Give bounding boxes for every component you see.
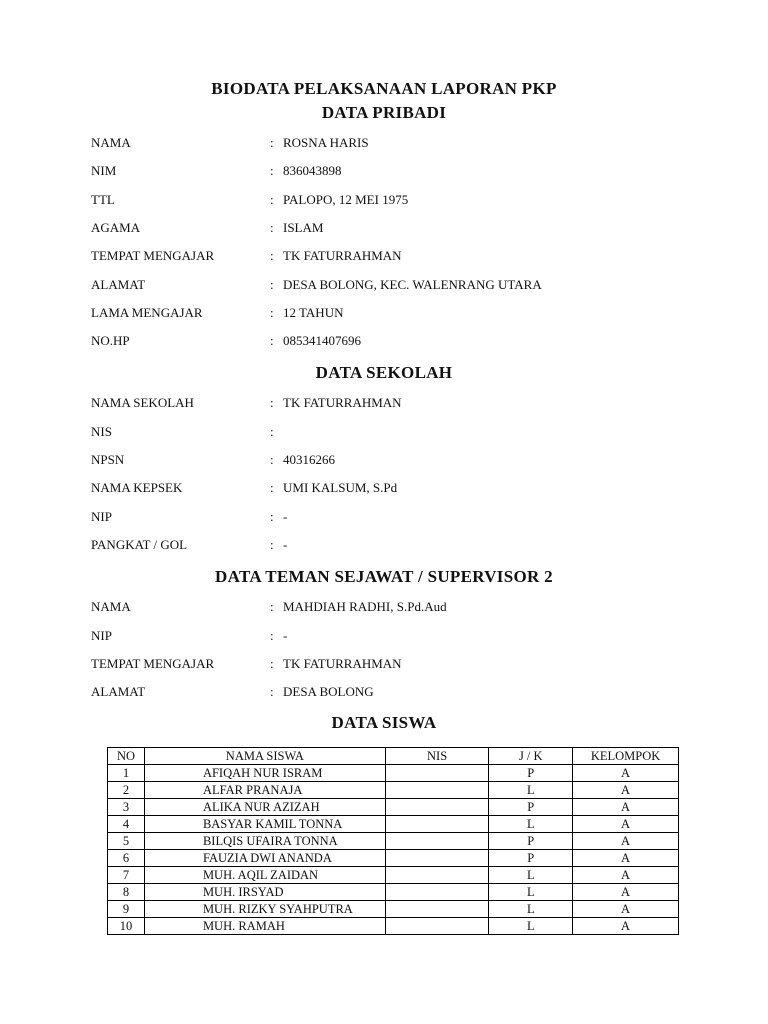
cell-kelompok: A [573, 765, 679, 782]
cell-nama: MUH. RIZKY SYAHPUTRA [144, 901, 385, 918]
field-row-nip [0, 509, 768, 529]
table-header-row [108, 748, 679, 765]
cell-nis [385, 765, 489, 782]
field-colon: : [270, 684, 274, 699]
cell-nama: BASYAR KAMIL TONNA [144, 816, 385, 833]
cell-kelompok: A [573, 867, 679, 884]
cell-nis [385, 884, 489, 901]
cell-jk: P [489, 799, 573, 816]
cell-nis [385, 782, 489, 799]
field-colon: : [270, 656, 274, 671]
cell-no: 7 [108, 867, 145, 884]
field-value: 836043898 [283, 163, 342, 178]
field-label: NAMA [91, 135, 131, 150]
field-label: NIP [91, 628, 112, 643]
cell-nis [385, 799, 489, 816]
cell-nama: MUH. RAMAH [144, 918, 385, 935]
field-value: TK FATURRAHMAN [283, 248, 402, 263]
field-label: TEMPAT MENGAJAR [91, 248, 215, 263]
section-heading-data-sekolah: DATA SEKOLAH [315, 363, 453, 382]
table-row [108, 782, 679, 799]
field-value: 085341407696 [283, 333, 361, 348]
field-row-teman-nip [0, 628, 768, 648]
field-value: 40316266 [283, 452, 335, 467]
column-header-jk: J / K [489, 748, 573, 765]
column-header-kelompok: KELOMPOK [573, 748, 679, 765]
cell-kelompok: A [573, 816, 679, 833]
field-label: NO.HP [91, 333, 130, 348]
cell-no: 6 [108, 850, 145, 867]
cell-nama: MUH. AQIL ZAIDAN [144, 867, 385, 884]
field-row-teman-alamat [0, 684, 768, 704]
field-colon: : [270, 537, 274, 552]
cell-no: 3 [108, 799, 145, 816]
cell-nis [385, 816, 489, 833]
field-value: - [283, 509, 288, 524]
field-colon: : [270, 277, 274, 292]
cell-jk: L [489, 901, 573, 918]
section-heading-data-teman-sejawat: DATA TEMAN SEJAWAT / SUPERVISOR 2 [215, 567, 553, 586]
field-row-nim [0, 163, 768, 183]
field-row-nama-kepsek [0, 480, 768, 500]
field-colon: : [270, 509, 274, 524]
cell-no: 8 [108, 884, 145, 901]
field-label: NIP [91, 509, 112, 524]
field-colon: : [270, 220, 274, 235]
field-value: - [283, 628, 288, 643]
field-colon: : [270, 395, 274, 410]
field-colon: : [270, 599, 274, 614]
cell-jk: L [489, 884, 573, 901]
cell-no: 1 [108, 765, 145, 782]
field-label: ALAMAT [91, 684, 146, 699]
cell-kelompok: A [573, 884, 679, 901]
cell-no: 9 [108, 901, 145, 918]
field-row-tempat-mengajar [0, 248, 768, 268]
field-label: NAMA SEKOLAH [91, 395, 194, 410]
field-value: TK FATURRAHMAN [283, 656, 402, 671]
table-row [108, 867, 679, 884]
column-header-no: NO [108, 748, 145, 765]
field-row-alamat [0, 277, 768, 297]
field-value: UMI KALSUM, S.Pd [283, 480, 398, 495]
cell-jk: L [489, 867, 573, 884]
field-row-agama [0, 220, 768, 240]
field-value: MAHDIAH RADHI, S.Pd.Aud [283, 599, 447, 614]
field-value: TK FATURRAHMAN [283, 395, 402, 410]
field-label: NAMA KEPSEK [91, 480, 183, 495]
field-row-no-hp [0, 333, 768, 353]
field-row-teman-tempat-mengajar [0, 656, 768, 676]
field-colon: : [270, 248, 274, 263]
field-row-nis [0, 424, 768, 444]
column-header-nama-siswa: NAMA SISWA [144, 748, 385, 765]
field-label: NIS [91, 424, 112, 439]
table-row [108, 918, 679, 935]
cell-nis [385, 867, 489, 884]
table-row [108, 901, 679, 918]
field-colon: : [270, 480, 274, 495]
cell-no: 4 [108, 816, 145, 833]
cell-jk: P [489, 765, 573, 782]
field-row-teman-nama [0, 599, 768, 619]
field-value: - [283, 537, 288, 552]
field-label: NPSN [91, 452, 125, 467]
field-value: PALOPO, 12 MEI 1975 [283, 192, 409, 207]
field-label: LAMA MENGAJAR [91, 305, 203, 320]
cell-jk: L [489, 816, 573, 833]
field-label: NAMA [91, 599, 131, 614]
section-heading-data-siswa: DATA SISWA [331, 713, 437, 732]
cell-nis [385, 850, 489, 867]
cell-kelompok: A [573, 799, 679, 816]
table-row [108, 799, 679, 816]
document-title: BIODATA PELAKSANAAN LAPORAN PKP [211, 79, 557, 98]
field-colon: : [270, 333, 274, 348]
cell-kelompok: A [573, 850, 679, 867]
cell-jk: P [489, 833, 573, 850]
field-colon: : [270, 163, 274, 178]
field-colon: : [270, 305, 274, 320]
student-table [107, 747, 679, 935]
cell-nama: FAUZIA DWI ANANDA [144, 850, 385, 867]
cell-kelompok: A [573, 918, 679, 935]
field-colon: : [270, 628, 274, 643]
table-row [108, 884, 679, 901]
table-row [108, 850, 679, 867]
field-label: TEMPAT MENGAJAR [91, 656, 215, 671]
cell-kelompok: A [573, 833, 679, 850]
cell-no: 10 [108, 918, 145, 935]
table-row [108, 833, 679, 850]
field-label: NIM [91, 163, 117, 178]
cell-nama: BILQIS UFAIRA TONNA [144, 833, 385, 850]
field-row-ttl [0, 192, 768, 212]
field-row-nama [0, 135, 768, 155]
cell-no: 5 [108, 833, 145, 850]
field-colon: : [270, 135, 274, 150]
field-value: ISLAM [283, 220, 324, 235]
cell-no: 2 [108, 782, 145, 799]
field-colon: : [270, 192, 274, 207]
cell-kelompok: A [573, 782, 679, 799]
table-row [108, 765, 679, 782]
field-colon: : [270, 452, 274, 467]
table-row [108, 816, 679, 833]
cell-nama: ALIKA NUR AZIZAH [144, 799, 385, 816]
cell-jk: P [489, 850, 573, 867]
field-colon: : [270, 424, 274, 439]
cell-nama: MUH. IRSYAD [144, 884, 385, 901]
field-value: 12 TAHUN [283, 305, 344, 320]
field-label: TTL [91, 192, 115, 207]
cell-jk: L [489, 782, 573, 799]
field-row-lama-mengajar [0, 305, 768, 325]
field-label: PANGKAT / GOL [91, 537, 188, 552]
cell-nama: ALFAR PRANAJA [144, 782, 385, 799]
cell-nama: AFIQAH NUR ISRAM [144, 765, 385, 782]
field-label: AGAMA [91, 220, 141, 235]
field-value: ROSNA HARIS [283, 135, 369, 150]
field-label: ALAMAT [91, 277, 146, 292]
column-header-nis: NIS [385, 748, 489, 765]
field-value: DESA BOLONG, KEC. WALENRANG UTARA [283, 277, 542, 292]
cell-nis [385, 918, 489, 935]
cell-nis [385, 901, 489, 918]
cell-jk: L [489, 918, 573, 935]
section-heading-data-pribadi: DATA PRIBADI [321, 103, 447, 122]
field-row-pangkat-gol [0, 537, 768, 557]
cell-nis [385, 833, 489, 850]
field-row-nama-sekolah [0, 395, 768, 415]
field-value: DESA BOLONG [283, 684, 374, 699]
field-row-npsn [0, 452, 768, 472]
cell-kelompok: A [573, 901, 679, 918]
